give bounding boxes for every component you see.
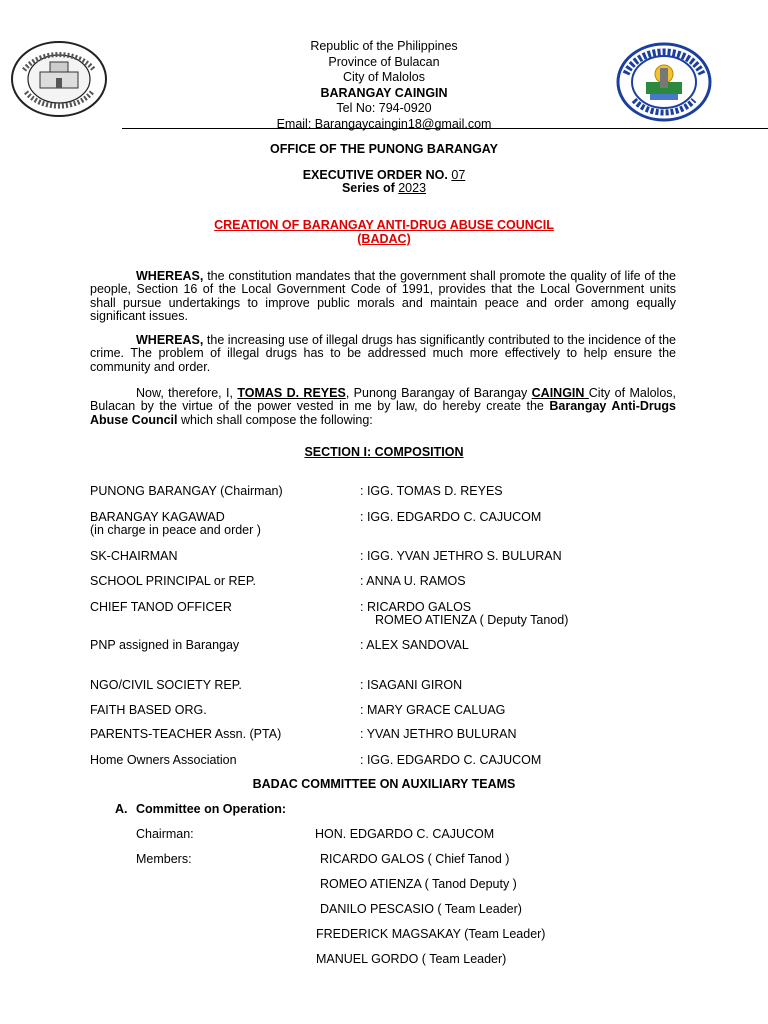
chairman-name: HON. EDGARDO C. CAJUCOM xyxy=(315,827,495,841)
whereas-paragraph-2 xyxy=(90,334,676,374)
composition-role-note: (in charge in peace and order ) xyxy=(90,523,261,537)
composition-name: : ISAGANI GIRON xyxy=(360,678,463,692)
letterhead-barangay: BARANGAY CAINGIN xyxy=(320,85,448,100)
member-name: DANILO PESCASIO ( Team Leader) xyxy=(320,902,522,916)
whereas-text-1: the constitution mandates that the government shall promote the quality of life of the people, Section 16 of the Local Government Code of 1991, provides that the Local Government units shall pursue undertakings to improve public morals and maintain peace and order among equally significant issues. xyxy=(90,269,676,324)
letterhead-tel: Tel No: 794-0920 xyxy=(336,101,432,116)
composition-role: SCHOOL PRINCIPAL or REP. xyxy=(90,574,257,588)
composition-name: : MARY GRACE CALUAG xyxy=(360,703,506,717)
composition-role: Home Owners Association xyxy=(90,753,237,767)
whereas-label-2: WHEREAS, xyxy=(136,333,204,347)
order-number: 07 xyxy=(451,168,466,182)
committee-a-title: Committee on Operation: xyxy=(136,802,287,816)
composition-name: : IGG. TOMAS D. REYES xyxy=(360,484,503,498)
order-heading-line1: CREATION OF BARANGAY ANTI-DRUG ABUSE COUNCIL xyxy=(214,218,554,232)
members-label: Members: xyxy=(136,852,192,866)
whereas-paragraph-1 xyxy=(90,270,676,324)
letterhead-province: Province of Bulacan xyxy=(328,54,440,69)
header-divider xyxy=(122,128,768,129)
composition-role: PARENTS-TEACHER Assn. (PTA) xyxy=(90,727,282,741)
letterhead-city: City of Malolos xyxy=(343,70,425,85)
now-therefore-c: City of Malolos, Bulacan by the virtue of the power vested in me by law, do hereby create the xyxy=(90,386,676,414)
punong-barangay-name: TOMAS D. REYES xyxy=(237,386,346,400)
composition-role: PNP assigned in Barangay xyxy=(90,638,240,652)
composition-name: : YVAN JETHRO BULURAN xyxy=(360,727,517,741)
composition-name: : ALEX SANDOVAL xyxy=(360,638,469,652)
now-therefore-a: Now, therefore, I, xyxy=(136,386,238,400)
composition-name: : RICARDO GALOS xyxy=(360,600,472,614)
letterhead xyxy=(0,39,768,133)
member-name: FREDERICK MAGSAKAY (Team Leader) xyxy=(316,927,546,941)
composition-role: FAITH BASED ORG. xyxy=(90,703,207,717)
series-label: Series of xyxy=(341,181,395,195)
member-name: MANUEL GORDO ( Team Leader) xyxy=(316,952,507,966)
executive-order-series xyxy=(0,181,768,195)
letterhead-email: Email: Barangaycaingin18@gmail.com xyxy=(276,116,492,131)
order-heading-line2: (BADAC) xyxy=(357,231,411,246)
composition-name: : IGG. EDGARDO C. CAJUCOM xyxy=(360,510,542,524)
office-title: OFFICE OF THE PUNONG BARANGAY xyxy=(269,142,499,156)
composition-role: NGO/CIVIL SOCIETY REP. xyxy=(90,678,242,692)
letterhead-republic: Republic of the Philippines xyxy=(310,39,458,53)
committee-title: BADAC COMMITTEE ON AUXILIARY TEAMS xyxy=(252,777,516,791)
composition-name: : ANNA U. RAMOS xyxy=(360,574,466,588)
composition-name: : IGG. YVAN JETHRO S. BULURAN xyxy=(360,549,562,563)
section-1-title: SECTION I: COMPOSITION xyxy=(304,445,464,459)
composition-name: : IGG. EDGARDO C. CAJUCOM xyxy=(360,753,542,767)
series-year: 2023 xyxy=(398,181,427,195)
order-label: EXECUTIVE ORDER NO. xyxy=(302,168,448,182)
now-therefore-paragraph xyxy=(90,387,676,427)
now-therefore-b: , Punong Barangay of Barangay xyxy=(345,386,532,400)
whereas-text-2: the increasing use of illegal drugs has significantly contributed to the incidence of the crime. The problem of illegal drugs has to be addressed much more effectively to help ensure the community and order. xyxy=(90,333,676,374)
chairman-label: Chairman: xyxy=(136,827,194,841)
order-heading xyxy=(0,219,768,246)
barangay-name: CAINGIN xyxy=(531,386,589,400)
committee-a-label: A. xyxy=(115,802,128,816)
whereas-label-1: WHEREAS, xyxy=(136,269,204,283)
composition-role: PUNONG BARANGAY (Chairman) xyxy=(90,484,283,498)
composition-name-deputy: ROMEO ATIENZA ( Deputy Tanod) xyxy=(375,613,569,627)
now-therefore-d: which shall compose the following: xyxy=(177,412,373,427)
member-name: ROMEO ATIENZA ( Tanod Deputy ) xyxy=(320,877,517,891)
composition-role: CHIEF TANOD OFFICER xyxy=(90,600,232,614)
composition-role: SK-CHAIRMAN xyxy=(90,549,178,563)
council-name: Barangay Anti-Drugs Abuse Council xyxy=(90,399,676,427)
composition-role: BARANGAY KAGAWAD xyxy=(90,510,225,524)
executive-order-number xyxy=(0,168,768,182)
member-name: RICARDO GALOS ( Chief Tanod ) xyxy=(320,852,510,866)
